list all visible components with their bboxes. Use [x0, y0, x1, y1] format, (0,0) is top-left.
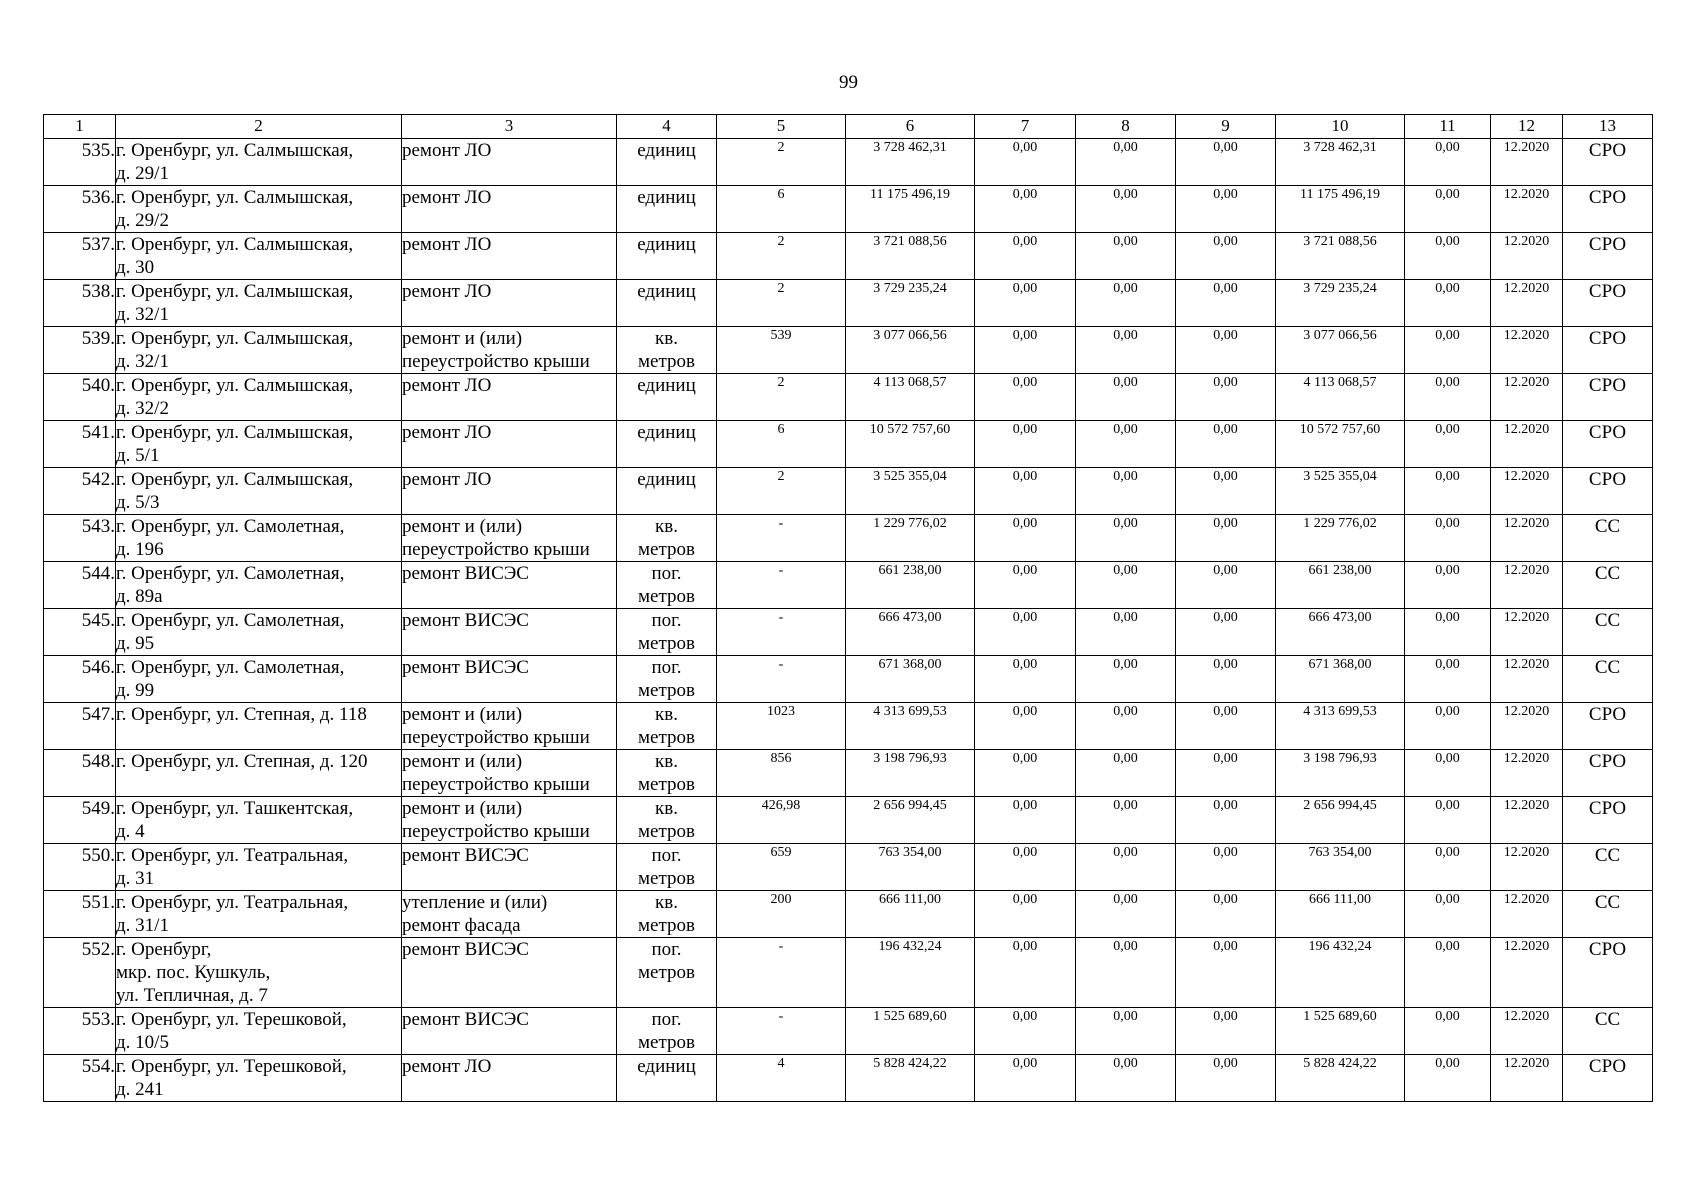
unit-cell: единиц	[617, 139, 717, 186]
completion-date-cell: 12.2020	[1491, 139, 1563, 186]
completion-date-cell: 12.2020	[1491, 797, 1563, 844]
fund-cell: 0,00	[975, 186, 1076, 233]
unit-cell: единиц	[617, 1055, 717, 1102]
total-cost-cell: 11 175 496,19	[846, 186, 975, 233]
row-number-cell: 554.	[44, 1055, 116, 1102]
quantity-cell: 6	[717, 421, 846, 468]
funding-method-cell: СС	[1563, 656, 1653, 703]
address-cell: г. Оренбург, ул. Терешковой, д. 241	[116, 1055, 402, 1102]
quantity-cell: -	[717, 1008, 846, 1055]
funding-method-cell: СС	[1563, 515, 1653, 562]
fund-cell: 0,00	[1076, 797, 1176, 844]
total-cost-cell: 3 198 796,93	[846, 750, 975, 797]
fund-cell: 0,00	[1076, 750, 1176, 797]
row-number-cell: 547.	[44, 703, 116, 750]
owner-funds-cell: 3 721 088,56	[1276, 233, 1405, 280]
total-cost-cell: 2 656 994,45	[846, 797, 975, 844]
completion-date-cell: 12.2020	[1491, 844, 1563, 891]
completion-date-cell: 12.2020	[1491, 562, 1563, 609]
table-row	[44, 797, 1653, 844]
table-row	[44, 938, 1653, 1008]
completion-date-cell: 12.2020	[1491, 1055, 1563, 1102]
completion-date-cell: 12.2020	[1491, 374, 1563, 421]
other-funds-cell: 0,00	[1405, 703, 1491, 750]
funding-method-cell: СРО	[1563, 1055, 1653, 1102]
fund-cell: 0,00	[975, 139, 1076, 186]
owner-funds-cell: 5 828 424,22	[1276, 1055, 1405, 1102]
funding-method-cell: СРО	[1563, 233, 1653, 280]
quantity-cell: 2	[717, 280, 846, 327]
table-row	[44, 703, 1653, 750]
fund-cell: 0,00	[1076, 468, 1176, 515]
work-type-cell: ремонт ВИСЭС	[402, 1008, 617, 1055]
completion-date-cell: 12.2020	[1491, 656, 1563, 703]
address-cell: г. Оренбург, ул. Самолетная, д. 89а	[116, 562, 402, 609]
fund-cell: 0,00	[1076, 562, 1176, 609]
completion-date-cell: 12.2020	[1491, 280, 1563, 327]
fund-cell: 0,00	[975, 844, 1076, 891]
address-cell: г. Оренбург, ул. Степная, д. 120	[116, 750, 402, 797]
unit-cell: пог. метров	[617, 844, 717, 891]
other-funds-cell: 0,00	[1405, 1008, 1491, 1055]
funding-method-cell: СРО	[1563, 703, 1653, 750]
fund-cell: 0,00	[975, 891, 1076, 938]
fund-cell: 0,00	[975, 280, 1076, 327]
column-header: 10	[1276, 115, 1405, 139]
other-funds-cell: 0,00	[1405, 421, 1491, 468]
owner-funds-cell: 3 728 462,31	[1276, 139, 1405, 186]
table-row	[44, 844, 1653, 891]
other-funds-cell: 0,00	[1405, 468, 1491, 515]
table-row	[44, 327, 1653, 374]
total-cost-cell: 1 525 689,60	[846, 1008, 975, 1055]
work-type-cell: ремонт ЛО	[402, 139, 617, 186]
row-number-cell: 551.	[44, 891, 116, 938]
row-number-cell: 539.	[44, 327, 116, 374]
other-funds-cell: 0,00	[1405, 139, 1491, 186]
fund-cell: 0,00	[1076, 139, 1176, 186]
address-cell: г. Оренбург, ул. Самолетная, д. 99	[116, 656, 402, 703]
table-row	[44, 1008, 1653, 1055]
funding-method-cell: СРО	[1563, 280, 1653, 327]
address-cell: г. Оренбург, ул. Самолетная, д. 95	[116, 609, 402, 656]
table-row	[44, 280, 1653, 327]
work-type-cell: утепление и (или) ремонт фасада	[402, 891, 617, 938]
total-cost-cell: 666 111,00	[846, 891, 975, 938]
fund-cell: 0,00	[1176, 468, 1276, 515]
total-cost-cell: 3 728 462,31	[846, 139, 975, 186]
unit-cell: кв. метров	[617, 327, 717, 374]
total-cost-cell: 3 077 066,56	[846, 327, 975, 374]
fund-cell: 0,00	[975, 750, 1076, 797]
owner-funds-cell: 1 525 689,60	[1276, 1008, 1405, 1055]
fund-cell: 0,00	[1076, 233, 1176, 280]
fund-cell: 0,00	[975, 421, 1076, 468]
other-funds-cell: 0,00	[1405, 327, 1491, 374]
work-type-cell: ремонт и (или) переустройство крыши	[402, 750, 617, 797]
other-funds-cell: 0,00	[1405, 750, 1491, 797]
column-header: 11	[1405, 115, 1491, 139]
fund-cell: 0,00	[975, 609, 1076, 656]
owner-funds-cell: 2 656 994,45	[1276, 797, 1405, 844]
other-funds-cell: 0,00	[1405, 891, 1491, 938]
unit-cell: кв. метров	[617, 750, 717, 797]
fund-cell: 0,00	[1176, 327, 1276, 374]
funding-method-cell: СС	[1563, 1008, 1653, 1055]
column-header: 2	[116, 115, 402, 139]
page-number: 99	[839, 72, 858, 93]
fund-cell: 0,00	[975, 938, 1076, 1008]
total-cost-cell: 5 828 424,22	[846, 1055, 975, 1102]
work-type-cell: ремонт и (или) переустройство крыши	[402, 515, 617, 562]
column-header: 12	[1491, 115, 1563, 139]
fund-cell: 0,00	[1076, 938, 1176, 1008]
owner-funds-cell: 666 473,00	[1276, 609, 1405, 656]
fund-cell: 0,00	[1176, 656, 1276, 703]
row-number-cell: 543.	[44, 515, 116, 562]
funding-method-cell: СС	[1563, 562, 1653, 609]
row-number-cell: 538.	[44, 280, 116, 327]
row-number-cell: 540.	[44, 374, 116, 421]
owner-funds-cell: 4 313 699,53	[1276, 703, 1405, 750]
work-type-cell: ремонт ВИСЭС	[402, 656, 617, 703]
fund-cell: 0,00	[1076, 374, 1176, 421]
table-row	[44, 468, 1653, 515]
table-row	[44, 233, 1653, 280]
total-cost-cell: 3 729 235,24	[846, 280, 975, 327]
quantity-cell: -	[717, 515, 846, 562]
owner-funds-cell: 661 238,00	[1276, 562, 1405, 609]
total-cost-cell: 3 721 088,56	[846, 233, 975, 280]
owner-funds-cell: 671 368,00	[1276, 656, 1405, 703]
unit-cell: кв. метров	[617, 891, 717, 938]
other-funds-cell: 0,00	[1405, 938, 1491, 1008]
address-cell: г. Оренбург, ул. Салмышская, д. 5/3	[116, 468, 402, 515]
quantity-cell: -	[717, 609, 846, 656]
quantity-cell: 2	[717, 374, 846, 421]
fund-cell: 0,00	[1076, 1008, 1176, 1055]
row-number-cell: 536.	[44, 186, 116, 233]
table-row	[44, 891, 1653, 938]
fund-cell: 0,00	[975, 468, 1076, 515]
fund-cell: 0,00	[1076, 891, 1176, 938]
funding-method-cell: СРО	[1563, 374, 1653, 421]
work-type-cell: ремонт ВИСЭС	[402, 844, 617, 891]
fund-cell: 0,00	[1076, 327, 1176, 374]
total-cost-cell: 3 525 355,04	[846, 468, 975, 515]
table-body	[44, 139, 1653, 1102]
address-cell: г. Оренбург, ул. Степная, д. 118	[116, 703, 402, 750]
table-row	[44, 656, 1653, 703]
work-type-cell: ремонт ЛО	[402, 186, 617, 233]
column-header: 13	[1563, 115, 1653, 139]
fund-cell: 0,00	[1076, 186, 1176, 233]
total-cost-cell: 671 368,00	[846, 656, 975, 703]
row-number-cell: 541.	[44, 421, 116, 468]
fund-cell: 0,00	[1076, 1055, 1176, 1102]
funding-method-cell: СС	[1563, 844, 1653, 891]
funding-method-cell: СРО	[1563, 327, 1653, 374]
owner-funds-cell: 11 175 496,19	[1276, 186, 1405, 233]
funding-method-cell: СС	[1563, 609, 1653, 656]
address-cell: г. Оренбург, ул. Салмышская, д. 30	[116, 233, 402, 280]
unit-cell: пог. метров	[617, 609, 717, 656]
total-cost-cell: 661 238,00	[846, 562, 975, 609]
address-cell: г. Оренбург, ул. Салмышская, д. 32/1	[116, 327, 402, 374]
quantity-cell: -	[717, 938, 846, 1008]
address-cell: г. Оренбург, ул. Салмышская, д. 29/2	[116, 186, 402, 233]
fund-cell: 0,00	[1176, 750, 1276, 797]
row-number-cell: 537.	[44, 233, 116, 280]
unit-cell: кв. метров	[617, 515, 717, 562]
funding-method-cell: СС	[1563, 891, 1653, 938]
fund-cell: 0,00	[975, 233, 1076, 280]
funding-method-cell: СРО	[1563, 186, 1653, 233]
fund-cell: 0,00	[975, 515, 1076, 562]
fund-cell: 0,00	[1176, 938, 1276, 1008]
unit-cell: единиц	[617, 468, 717, 515]
other-funds-cell: 0,00	[1405, 844, 1491, 891]
row-number-cell: 549.	[44, 797, 116, 844]
unit-cell: единиц	[617, 374, 717, 421]
fund-cell: 0,00	[1076, 280, 1176, 327]
funding-method-cell: СРО	[1563, 750, 1653, 797]
fund-cell: 0,00	[975, 656, 1076, 703]
completion-date-cell: 12.2020	[1491, 233, 1563, 280]
other-funds-cell: 0,00	[1405, 280, 1491, 327]
row-number-cell: 550.	[44, 844, 116, 891]
work-type-cell: ремонт и (или) переустройство крыши	[402, 703, 617, 750]
address-cell: г. Оренбург, ул. Салмышская, д. 32/2	[116, 374, 402, 421]
table-row	[44, 1055, 1653, 1102]
fund-cell: 0,00	[1176, 609, 1276, 656]
other-funds-cell: 0,00	[1405, 797, 1491, 844]
completion-date-cell: 12.2020	[1491, 421, 1563, 468]
other-funds-cell: 0,00	[1405, 562, 1491, 609]
quantity-cell: 200	[717, 891, 846, 938]
work-type-cell: ремонт ВИСЭС	[402, 562, 617, 609]
quantity-cell: -	[717, 656, 846, 703]
completion-date-cell: 12.2020	[1491, 703, 1563, 750]
funding-method-cell: СРО	[1563, 797, 1653, 844]
work-type-cell: ремонт ВИСЭС	[402, 609, 617, 656]
other-funds-cell: 0,00	[1405, 609, 1491, 656]
unit-cell: пог. метров	[617, 938, 717, 1008]
funding-method-cell: СРО	[1563, 421, 1653, 468]
fund-cell: 0,00	[1076, 609, 1176, 656]
fund-cell: 0,00	[1176, 233, 1276, 280]
fund-cell: 0,00	[1176, 1055, 1276, 1102]
fund-cell: 0,00	[1176, 374, 1276, 421]
quantity-cell: 659	[717, 844, 846, 891]
address-cell: г. Оренбург, ул. Салмышская, д. 5/1	[116, 421, 402, 468]
table-row	[44, 609, 1653, 656]
work-type-cell: ремонт и (или) переустройство крыши	[402, 797, 617, 844]
column-header: 4	[617, 115, 717, 139]
table-row	[44, 515, 1653, 562]
fund-cell: 0,00	[1076, 703, 1176, 750]
quantity-cell: 4	[717, 1055, 846, 1102]
fund-cell: 0,00	[1176, 280, 1276, 327]
fund-cell: 0,00	[975, 327, 1076, 374]
column-header: 9	[1176, 115, 1276, 139]
work-type-cell: ремонт ЛО	[402, 233, 617, 280]
table-row	[44, 374, 1653, 421]
unit-cell: пог. метров	[617, 1008, 717, 1055]
address-cell: г. Оренбург, ул. Самолетная, д. 196	[116, 515, 402, 562]
unit-cell: единиц	[617, 186, 717, 233]
owner-funds-cell: 763 354,00	[1276, 844, 1405, 891]
unit-cell: кв. метров	[617, 797, 717, 844]
column-header: 6	[846, 115, 975, 139]
completion-date-cell: 12.2020	[1491, 327, 1563, 374]
fund-cell: 0,00	[1076, 515, 1176, 562]
quantity-cell: 6	[717, 186, 846, 233]
total-cost-cell: 666 473,00	[846, 609, 975, 656]
work-type-cell: ремонт ЛО	[402, 468, 617, 515]
fund-cell: 0,00	[1176, 515, 1276, 562]
table-row	[44, 186, 1653, 233]
column-number-row	[44, 115, 1653, 139]
fund-cell: 0,00	[1176, 703, 1276, 750]
unit-cell: пог. метров	[617, 562, 717, 609]
funding-method-cell: СРО	[1563, 938, 1653, 1008]
fund-cell: 0,00	[1076, 844, 1176, 891]
row-number-cell: 553.	[44, 1008, 116, 1055]
address-cell: г. Оренбург, ул. Салмышская, д. 29/1	[116, 139, 402, 186]
owner-funds-cell: 666 111,00	[1276, 891, 1405, 938]
quantity-cell: 426,98	[717, 797, 846, 844]
other-funds-cell: 0,00	[1405, 515, 1491, 562]
total-cost-cell: 4 313 699,53	[846, 703, 975, 750]
address-cell: г. Оренбург, ул. Терешковой, д. 10/5	[116, 1008, 402, 1055]
column-header: 7	[975, 115, 1076, 139]
owner-funds-cell: 3 077 066,56	[1276, 327, 1405, 374]
work-type-cell: ремонт ВИСЭС	[402, 938, 617, 1008]
total-cost-cell: 1 229 776,02	[846, 515, 975, 562]
address-cell: г. Оренбург, ул. Театральная, д. 31/1	[116, 891, 402, 938]
completion-date-cell: 12.2020	[1491, 891, 1563, 938]
row-number-cell: 542.	[44, 468, 116, 515]
row-number-cell: 552.	[44, 938, 116, 1008]
fund-cell: 0,00	[1176, 844, 1276, 891]
owner-funds-cell: 3 198 796,93	[1276, 750, 1405, 797]
completion-date-cell: 12.2020	[1491, 750, 1563, 797]
fund-cell: 0,00	[975, 562, 1076, 609]
work-type-cell: ремонт ЛО	[402, 1055, 617, 1102]
completion-date-cell: 12.2020	[1491, 468, 1563, 515]
fund-cell: 0,00	[1176, 562, 1276, 609]
row-number-cell: 548.	[44, 750, 116, 797]
fund-cell: 0,00	[1176, 421, 1276, 468]
fund-cell: 0,00	[975, 1008, 1076, 1055]
funding-method-cell: СРО	[1563, 139, 1653, 186]
fund-cell: 0,00	[1176, 1008, 1276, 1055]
other-funds-cell: 0,00	[1405, 186, 1491, 233]
other-funds-cell: 0,00	[1405, 374, 1491, 421]
quantity-cell: -	[717, 562, 846, 609]
fund-cell: 0,00	[1176, 891, 1276, 938]
total-cost-cell: 196 432,24	[846, 938, 975, 1008]
fund-cell: 0,00	[1076, 656, 1176, 703]
other-funds-cell: 0,00	[1405, 656, 1491, 703]
unit-cell: единиц	[617, 280, 717, 327]
column-header: 8	[1076, 115, 1176, 139]
quantity-cell: 2	[717, 139, 846, 186]
table-row	[44, 750, 1653, 797]
completion-date-cell: 12.2020	[1491, 1008, 1563, 1055]
program-table	[43, 114, 1653, 1102]
row-number-cell: 544.	[44, 562, 116, 609]
fund-cell: 0,00	[1176, 139, 1276, 186]
quantity-cell: 2	[717, 233, 846, 280]
fund-cell: 0,00	[975, 797, 1076, 844]
address-cell: г. Оренбург, ул. Ташкентская, д. 4	[116, 797, 402, 844]
work-type-cell: ремонт ЛО	[402, 421, 617, 468]
row-number-cell: 546.	[44, 656, 116, 703]
other-funds-cell: 0,00	[1405, 233, 1491, 280]
funding-method-cell: СРО	[1563, 468, 1653, 515]
table-row	[44, 139, 1653, 186]
fund-cell: 0,00	[975, 1055, 1076, 1102]
column-header: 5	[717, 115, 846, 139]
owner-funds-cell: 10 572 757,60	[1276, 421, 1405, 468]
fund-cell: 0,00	[1176, 797, 1276, 844]
work-type-cell: ремонт ЛО	[402, 280, 617, 327]
row-number-cell: 545.	[44, 609, 116, 656]
quantity-cell: 2	[717, 468, 846, 515]
unit-cell: единиц	[617, 421, 717, 468]
fund-cell: 0,00	[975, 703, 1076, 750]
owner-funds-cell: 1 229 776,02	[1276, 515, 1405, 562]
address-cell: г. Оренбург, ул. Театральная, д. 31	[116, 844, 402, 891]
fund-cell: 0,00	[1176, 186, 1276, 233]
unit-cell: пог. метров	[617, 656, 717, 703]
owner-funds-cell: 196 432,24	[1276, 938, 1405, 1008]
unit-cell: единиц	[617, 233, 717, 280]
completion-date-cell: 12.2020	[1491, 609, 1563, 656]
other-funds-cell: 0,00	[1405, 1055, 1491, 1102]
work-type-cell: ремонт и (или) переустройство крыши	[402, 327, 617, 374]
completion-date-cell: 12.2020	[1491, 515, 1563, 562]
quantity-cell: 856	[717, 750, 846, 797]
table-row	[44, 562, 1653, 609]
completion-date-cell: 12.2020	[1491, 186, 1563, 233]
quantity-cell: 539	[717, 327, 846, 374]
work-type-cell: ремонт ЛО	[402, 374, 617, 421]
table-row	[44, 421, 1653, 468]
fund-cell: 0,00	[1076, 421, 1176, 468]
address-cell: г. Оренбург, мкр. пос. Кушкуль, ул. Тепличная, д. 7	[116, 938, 402, 1008]
fund-cell: 0,00	[975, 374, 1076, 421]
owner-funds-cell: 3 525 355,04	[1276, 468, 1405, 515]
completion-date-cell: 12.2020	[1491, 938, 1563, 1008]
total-cost-cell: 10 572 757,60	[846, 421, 975, 468]
owner-funds-cell: 3 729 235,24	[1276, 280, 1405, 327]
total-cost-cell: 763 354,00	[846, 844, 975, 891]
column-header: 3	[402, 115, 617, 139]
row-number-cell: 535.	[44, 139, 116, 186]
address-cell: г. Оренбург, ул. Салмышская, д. 32/1	[116, 280, 402, 327]
column-header: 1	[44, 115, 116, 139]
total-cost-cell: 4 113 068,57	[846, 374, 975, 421]
quantity-cell: 1023	[717, 703, 846, 750]
unit-cell: кв. метров	[617, 703, 717, 750]
owner-funds-cell: 4 113 068,57	[1276, 374, 1405, 421]
